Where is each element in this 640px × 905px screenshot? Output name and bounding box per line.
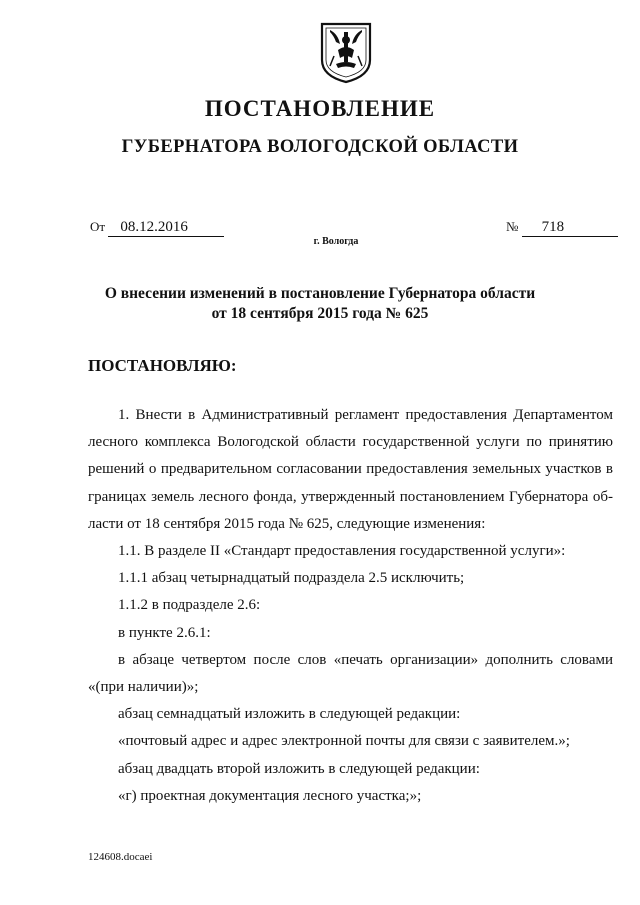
number-value: 718 xyxy=(522,219,618,237)
coat-of-arms-icon xyxy=(318,20,374,84)
document-code: 124608.docaei xyxy=(88,851,153,863)
paragraph-line: ласти от 18 сентября 2015 года № 625, следующие изменения: xyxy=(88,515,486,532)
number-label: № xyxy=(506,219,519,234)
paragraph: абзац двадцать второй изложить в следующей редакции: xyxy=(118,760,480,777)
paragraph-line: решений о предварительном согласовании предоставления земельных участков в xyxy=(88,461,613,478)
subject-line-2: от 18 сентября 2015 года № 625 xyxy=(211,305,429,322)
city-label: г. Вологда xyxy=(313,236,359,247)
document-body xyxy=(88,402,613,810)
paragraph-line: границах земель лесного фонда, утвержденный постановлением Губернатора об- xyxy=(88,488,613,505)
paragraph: «г) проектная документация лесного участка;»; xyxy=(118,787,422,804)
paragraph: 1.1. В разделе II «Стандарт предоставления государственной услуги»: xyxy=(118,543,566,560)
date-value: 08.12.2016 xyxy=(108,219,224,237)
paragraph: 1.1.2 в подразделе 2.6: xyxy=(118,597,261,614)
number-field xyxy=(506,219,618,237)
paragraph: абзац семнадцатый изложить в следующей редакции: xyxy=(118,706,461,723)
document-title: ПОСТАНОВЛЕНИЕ xyxy=(204,96,436,121)
paragraph-line: в абзаце четвертом после слов «печать организации» дополнить словами xyxy=(118,651,613,668)
document-subject xyxy=(0,284,640,324)
subject-line-1: О внесении изменений в постановление Губернатора области xyxy=(104,285,536,302)
paragraph: в пункте 2.6.1: xyxy=(118,624,211,641)
date-label: От xyxy=(90,219,106,234)
date-field xyxy=(90,219,224,237)
decree-word: ПОСТАНОВЛЯЮ: xyxy=(88,356,237,375)
paragraph-line: 1. Внести в Административный регламент предоставления Департаментом xyxy=(118,407,613,423)
paragraph: «почтовый адрес и адрес электронной почты для связи с заявителем.»; xyxy=(118,733,570,750)
paragraph-line: «(при наличии)»; xyxy=(88,679,199,696)
paragraph-line: лесного комплекса Вологодской области государственной услуги по принятию xyxy=(88,434,613,451)
paragraph: 1.1.1 абзац четырнадцатый подраздела 2.5 исключить; xyxy=(118,570,465,587)
document-subtitle: ГУБЕРНАТОРА ВОЛОГОДСКОЙ ОБЛАСТИ xyxy=(121,137,519,157)
